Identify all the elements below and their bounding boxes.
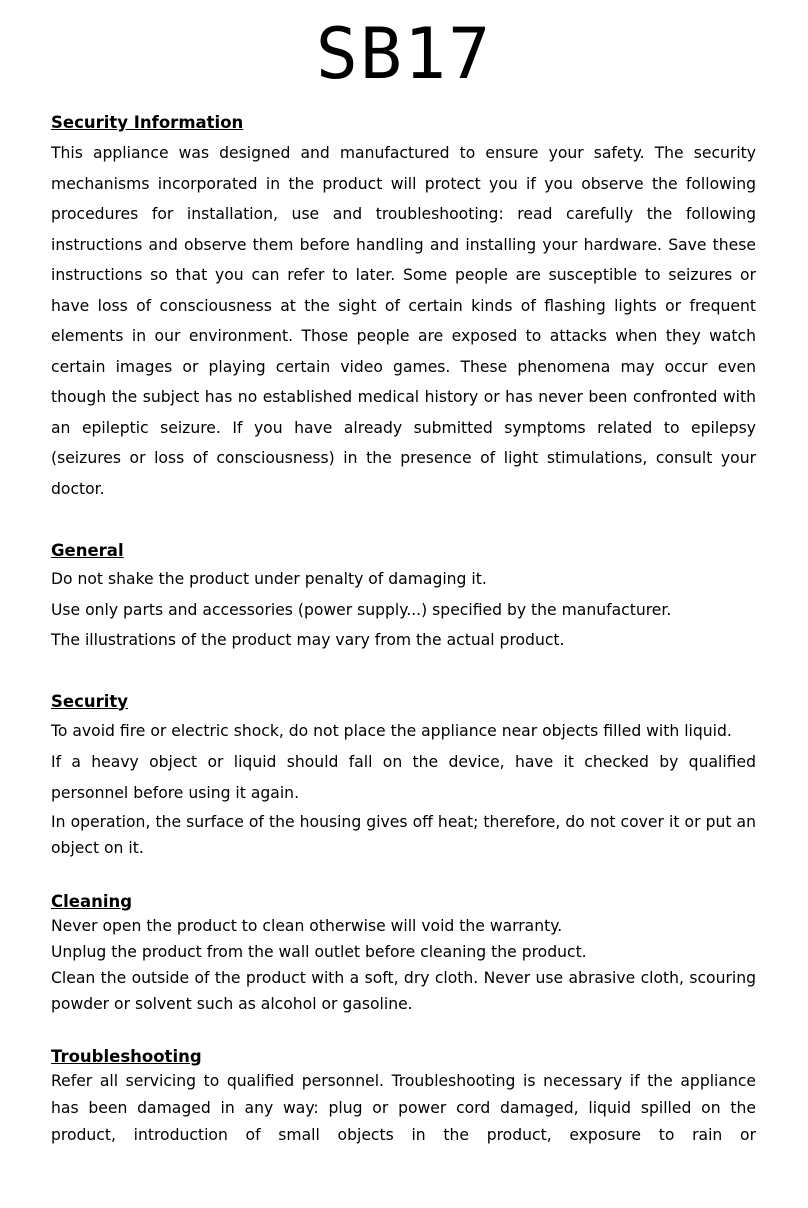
section-paragraph: This appliance was designed and manufactured to ensure your safety. The security mechanisms incorporated in the product will protect you if you observe the following procedures for installation, use and troubleshooting: read carefully the following instructions and observe them before handling and installing your hardware. Save these instructions so that you can refer to later. Some people are susceptible to seizures or have loss of consciousness at the sight of certain kinds of flashing lights or frequent elements in our environment. Those people are exposed to attacks when they watch certain images or playing certain video games. These phenomena may occur even though the subject has no established medical history or has never been confronted with an epileptic seizure. If you have already submitted symptoms related to epilepsy (seizures or loss of consciousness) in the presence of light stimulations, consult your doctor. [51,144,756,498]
paragraph-line: To avoid fire or electric shock, do not place the appliance near objects filled with liquid. [51,721,732,740]
section-troubleshooting [51,1046,756,1149]
document-body [51,112,756,1149]
page-title: SB17 [315,13,493,95]
paragraph-line: Clean the outside of the product with a soft, dry cloth. Never use abrasive cloth, scouring powder or solvent such as alcohol or gasoline. [51,968,756,1013]
section-heading: Cleaning [51,891,133,911]
section-heading: Security [51,691,129,711]
section-security-information [51,112,756,504]
paragraph-line: In operation, the surface of the housing gives off heat; therefore, do not cover it or put an object on it. [51,812,756,857]
section-paragraph: Refer all servicing to qualified personnel. Troubleshooting is necessary if the appliance has been damaged in any way: plug or power cord damaged, liquid spilled on the product, introduction of small objects in the product, exposure to rain or [51,1071,756,1144]
section-general [51,540,756,656]
section-heading: Security Information [51,113,244,132]
paragraph-line: If a heavy object or liquid should fall on the device, have it checked by qualified personnel before using it again. [51,752,756,802]
section-security [51,691,756,861]
paragraph-line: Unplug the product from the wall outlet before cleaning the product. [51,942,587,961]
paragraph-line: Do not shake the product under penalty of damaging it. [51,570,487,588]
paragraph-line: The illustrations of the product may vary from the actual product. [51,631,565,649]
section-heading: General [51,541,124,560]
paragraph-line: Use only parts and accessories (power supply...) specified by the manufacturer. [51,600,672,619]
section-heading: Troubleshooting [51,1046,202,1066]
section-cleaning [51,891,756,1017]
paragraph-line: Never open the product to clean otherwise will void the warranty. [51,916,563,935]
